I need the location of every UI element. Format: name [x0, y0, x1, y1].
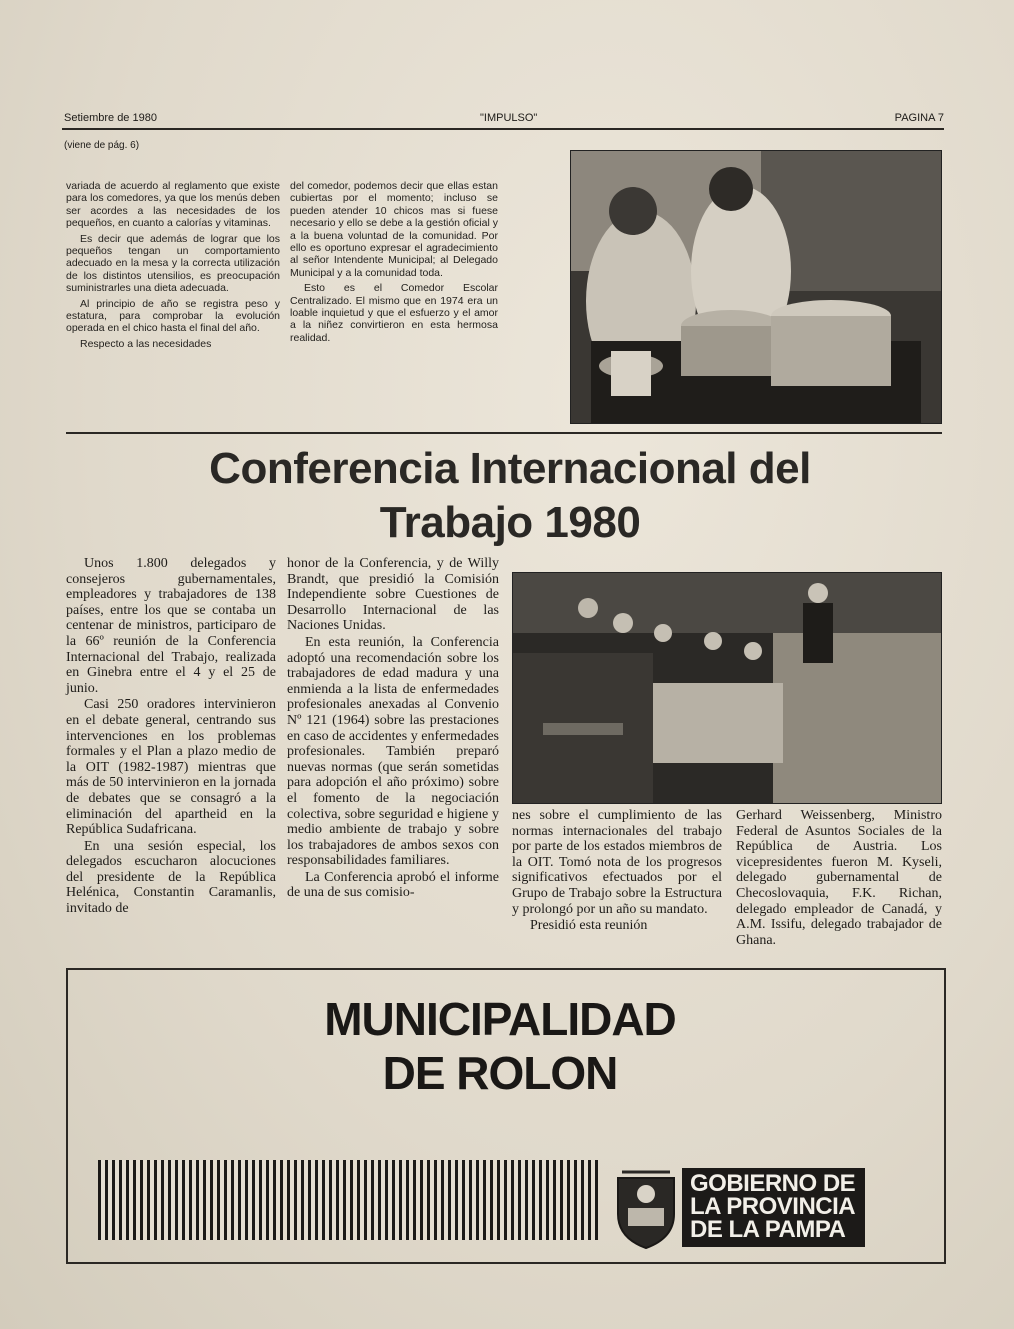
comedor-paragraph: Es decir que además de lograr que los pequeños tengan un comportamiento adecuado en la mesa y la correcta utilización de los distintos utensilios, es preocupación suministrarles una dieta adecuada.	[66, 232, 280, 295]
comedor-column-1	[66, 180, 280, 353]
conference-column-4	[736, 808, 942, 949]
comedor-paragraph: Al principio de año se registra peso y estatura, para comprobar la evolución operada en el chico hasta el final del año.	[66, 297, 280, 335]
conference-photo	[512, 572, 942, 804]
header-date: Setiembre de 1980	[64, 112, 157, 124]
kitchen-photo-image	[571, 151, 941, 423]
gov-line-1: GOBIERNO DE	[690, 1170, 856, 1197]
stripe-decoration	[98, 1160, 598, 1240]
headline-line-2: Trabajo 1980	[379, 498, 641, 547]
gov-line-3: DE LA PAMPA	[690, 1216, 846, 1243]
advertiser-line-2: DE ROLON	[382, 1047, 618, 1099]
conference-paragraph: Casi 250 oradores intervinieron en el debate general, centrando sus intervenciones en los problemas formales y el Plan a plazo medio de la OIT (1982-1987) mientras que más de 50 intervinieron en la jornada de debates que se consagró a la eliminación del apartheid en la República Sudafricana.	[66, 697, 276, 838]
header-paper-name: "IMPULSO"	[480, 112, 538, 124]
comedor-paragraph: del comedor, podemos decir que ellas estan cubiertas por el momento; incluso se pueden atender 10 chicos mas si fuese necesario y ello se debe a la gestión oficial y a la buena voluntad de la comunidad. Por ello es oportuno expresar el agradecimiento al señor Intendente Municipal; al Delegado Municipal y a la comunidad toda.	[290, 180, 498, 279]
conference-paragraph: Presidió esta reunión	[530, 918, 648, 934]
section-divider	[66, 432, 942, 434]
conference-paragraph: En esta reunión, la Conferencia adoptó una recomendación sobre los trabajadores de edad madura y una enmienda a la lista de enfermedades profesionales anexadas al Convenio Nº 121 (1964) sobre las prestaciones en caso de accidentes y enfermedades profesionales. También preparó nuevas normas (que serán sometidas para adopción el año próximo) sobre el fomento de la negociación colectiva, sobre seguridad e higiene y medio ambiente de trabajo y sobre los trabajadores de ambos sexos con responsabilidades familiares.	[287, 634, 499, 869]
kitchen-photo	[570, 150, 942, 424]
conference-paragraph: En una sesión especial, los delegados escucharon alocuciones del presidente de la República Helénica, Constantin Caramanlis, invitado de	[66, 838, 276, 917]
advertiser-line-1: MUNICIPALIDAD	[324, 993, 676, 1045]
comedor-paragraph: variada de acuerdo al reglamento que existe para los comedores, ya que los menús deben ser acordes a las necesidades de los pequeños, en cuanto a calorías y vitaminas.	[66, 180, 280, 230]
conference-column-2	[287, 556, 499, 902]
government-logo-text	[682, 1168, 865, 1247]
comedor-column-2	[290, 180, 498, 347]
conference-headline	[70, 442, 950, 550]
comedor-paragraph: Esto es el Comedor Escolar Centralizado. El mismo que en 1974 era un loable inquietud y que el esfuerzo y el amor a la niñez convirtieron en esta hermosa realidad.	[290, 282, 498, 344]
conference-paragraph: honor de la Conferencia, y de Willy Brandt, que presidió la Comisión Independiente sobre Cuestiones de Desarrollo Internacional de las Naciones Unidas.	[287, 556, 499, 634]
conference-paragraph: nes sobre el cumplimiento de las normas internacionales del trabajo por parte de los estados miembros de la OIT. Tomó nota de los progresos significativos efectuados por el Grupo de Trabajo sobre la Estructura y prolongó por un año su mandato.	[512, 808, 722, 917]
conference-paragraph: Gerhard Weissenberg, Ministro Federal de Asuntos Sociales de la República de Austria. Los vicepresidentes fueron M. Kyseli, delegado gubernamental de Checoslovaquia, F.K. Richan, delegado empleador de Canadá, y A.M. Issifu, delegado trabajador de Ghana.	[736, 808, 942, 948]
conference-paragraph: Unos 1.800 delegados y consejeros gubernamentales, empleadores y trabajadores de 138 países, entre los que se contaba un centenar de ministros, participaro de la 66º reunión de la Conferencia Internacional del Trabajo, realizada en Ginebra entre el 4 y el 25 de junio.	[66, 556, 276, 696]
province-crest-icon	[612, 1168, 680, 1250]
page-header	[62, 108, 944, 130]
continued-note: (viene de pág. 6)	[64, 140, 140, 151]
header-page-number: PAGINA 7	[894, 112, 944, 124]
conference-photo-image	[513, 573, 941, 803]
conference-column-3	[512, 808, 722, 935]
gov-line-2: LA PROVINCIA	[690, 1193, 856, 1220]
conference-paragraph: La Conferencia aprobó el informe de una de sus comisio-	[287, 869, 499, 901]
comedor-paragraph: Respecto a las necesidades	[80, 337, 212, 350]
conference-column-1	[66, 556, 276, 918]
headline-line-1: Conferencia Internacional del	[209, 444, 811, 493]
advertiser-name	[160, 992, 840, 1100]
